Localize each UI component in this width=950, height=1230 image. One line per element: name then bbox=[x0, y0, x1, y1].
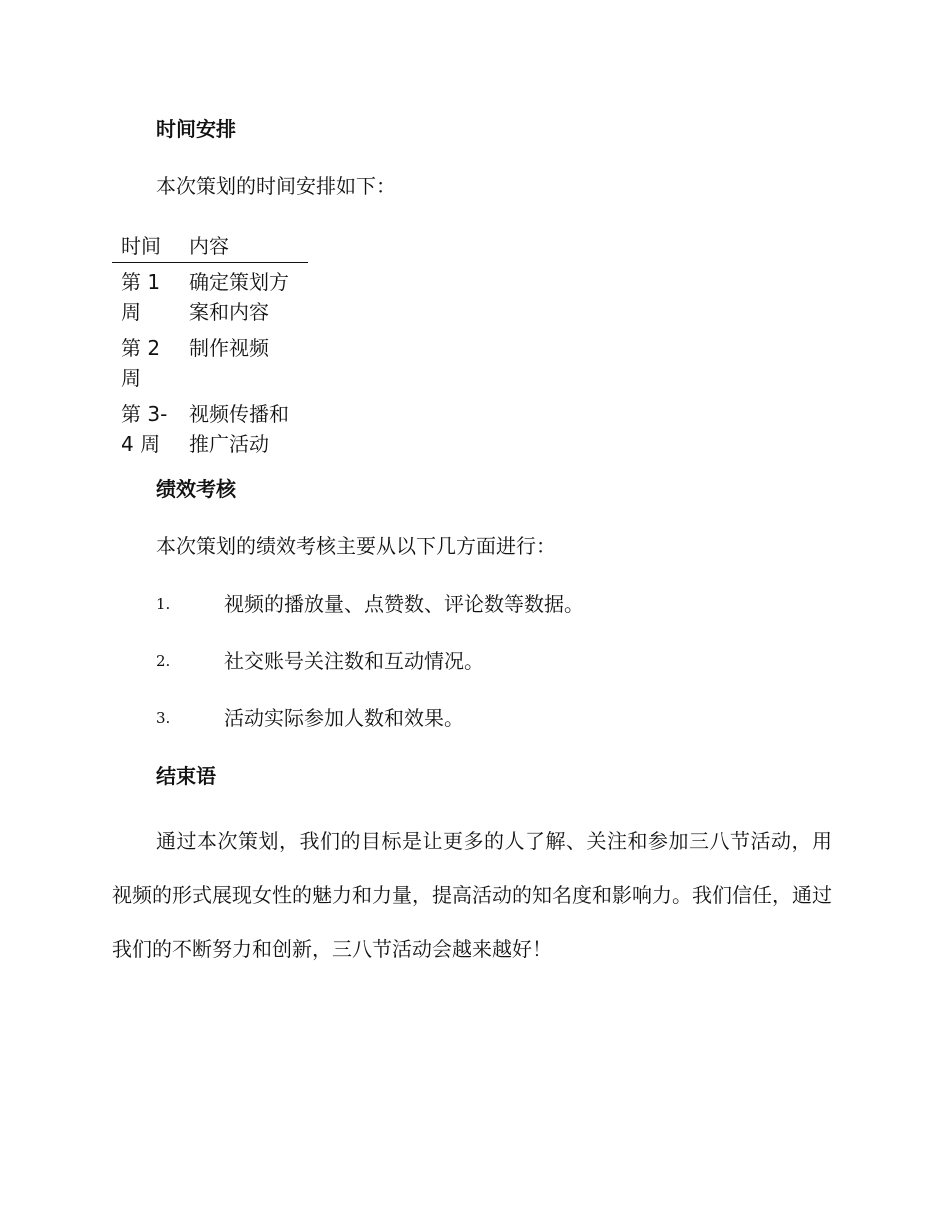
evaluation-intro: 本次策划的绩效考核主要从以下几方面进行： bbox=[156, 534, 556, 558]
table-header-row bbox=[112, 230, 308, 263]
list-item-number: 3. bbox=[156, 709, 171, 727]
table-cell-time bbox=[112, 399, 176, 459]
list-item-text: 视频的播放量、点赞数、评论数等数据。 bbox=[224, 592, 584, 616]
table-row bbox=[112, 263, 308, 329]
table-cell-content-line: 案和内容 bbox=[189, 300, 269, 324]
table-cell-content-line: 确定策划方 bbox=[189, 270, 289, 294]
table-header-content: 内容 bbox=[189, 234, 229, 258]
table-cell-content-line: 制作视频 bbox=[189, 336, 269, 360]
table-cell-time-line: 周 bbox=[121, 366, 141, 390]
table-cell-content-line: 视频传播和 bbox=[189, 402, 289, 426]
table-cell-content bbox=[176, 333, 308, 393]
list-item-number: 2. bbox=[156, 652, 171, 670]
conclusion-paragraph: 通过本次策划，我们的目标是让更多的人了解、关注和参加三八节活动，用视频的形式展现女性的魅力和力量，提高活动的知名度和影响力。我们信任，通过我们的不断努力和创新，三八节活动会越来越好！ bbox=[112, 829, 832, 961]
table-cell-time-line: 第 3- bbox=[121, 402, 168, 426]
schedule-table bbox=[112, 230, 308, 461]
table-cell-content bbox=[176, 399, 308, 459]
table-cell-content bbox=[176, 267, 308, 327]
list-item-text: 社交账号关注数和互动情况。 bbox=[224, 649, 484, 673]
schedule-heading: 时间安排 bbox=[156, 117, 236, 141]
table-cell-time bbox=[112, 333, 176, 393]
evaluation-heading: 绩效考核 bbox=[156, 477, 236, 501]
list-item-text: 活动实际参加人数和效果。 bbox=[224, 706, 464, 730]
schedule-intro: 本次策划的时间安排如下： bbox=[156, 174, 396, 198]
list-item-number: 1. bbox=[156, 595, 171, 613]
table-row bbox=[112, 329, 308, 395]
table-cell-time-line: 4 周 bbox=[121, 432, 161, 456]
table-row bbox=[112, 395, 308, 461]
table-cell-time-line: 第 1 bbox=[121, 270, 161, 294]
conclusion-heading: 结束语 bbox=[156, 764, 216, 788]
table-cell-time-line: 第 2 bbox=[121, 336, 161, 360]
table-cell-time bbox=[112, 267, 176, 327]
table-cell-time-line: 周 bbox=[121, 300, 141, 324]
table-header-time: 时间 bbox=[121, 234, 161, 258]
table-cell-content-line: 推广活动 bbox=[189, 432, 269, 456]
